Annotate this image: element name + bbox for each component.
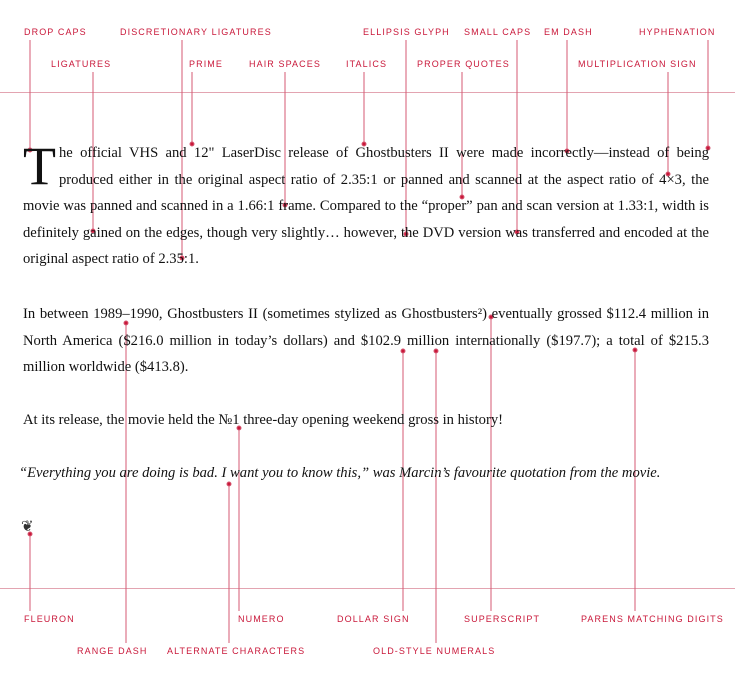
label-ligatures: LIGATURES (51, 59, 112, 69)
drop-cap: T (23, 136, 56, 196)
label-ellipsis-glyph: ELLIPSIS GLYPH (363, 27, 450, 37)
paragraph-2-block (23, 301, 709, 381)
paragraph-1 (23, 136, 709, 273)
quotation-paragraph: “Everything you are doing is bad. I want you to know this,” was Marcin’s favourite quotation from the movie. (19, 465, 661, 481)
label-hyphenation: HYPHENATION (639, 27, 716, 37)
fleuron-icon: ❦ (21, 517, 34, 535)
label-old-style-numerals: OLD-STYLE NUMERALS (373, 646, 496, 656)
label-numero: NUMERO (238, 614, 285, 624)
paragraph-4-block (19, 460, 705, 487)
label-drop-caps: DROP CAPS (24, 27, 87, 37)
paragraph-3-block (23, 407, 709, 434)
label-multiplication-sign: MULTIPLICATION SIGN (578, 59, 697, 69)
label-fleuron: FLEURON (24, 614, 75, 624)
label-range-dash: RANGE DASH (77, 646, 148, 656)
label-alternate-characters: ALTERNATE CHARACTERS (167, 646, 306, 656)
specimen-body (23, 136, 709, 273)
paragraph-2: In between 1989–1990, Ghostbusters II (sometimes stylized as Ghostbusters²) eventually grossed $112.4 million in North America ($216.0 million in today’s dollars) and $102.9 million internationally ($197.7); a total of $215.3 million worldwide ($413.8). (23, 306, 709, 375)
paragraph-1-text: he official VHS and 12" LaserDisc release of Ghostbusters II were made incorrectly—instead of being produced either in the original aspect ratio of 2.35:1 or panned and scanned at the aspect ratio of 4×3, the movie was panned and scanned in a 1.66:1 frame. Compared to the “proper” pan and scan version at 1.33:1, width is definitely gained on the edges, though very slightly… however, the DVD version was transferred and encoded at the original aspect ratio of 2.35:1. (23, 145, 709, 267)
label-parens-matching-digits: PARENS MATCHING DIGITS (581, 614, 724, 624)
paragraph-3: At its release, the movie held the №1 three-day opening weekend gross in history! (23, 412, 503, 428)
label-small-caps: SMALL CAPS (464, 27, 532, 37)
label-dollar-sign: DOLLAR SIGN (337, 614, 410, 624)
label-prime: PRIME (189, 59, 224, 69)
label-superscript: SUPERSCRIPT (464, 614, 541, 624)
label-proper-quotes: PROPER QUOTES (417, 59, 510, 69)
label-italics: ITALICS (346, 59, 388, 69)
label-em-dash: EM DASH (544, 27, 593, 37)
label-discretionary-ligatures: DISCRETIONARY LIGATURES (120, 27, 272, 37)
label-hair-spaces: HAIR SPACES (249, 59, 321, 69)
